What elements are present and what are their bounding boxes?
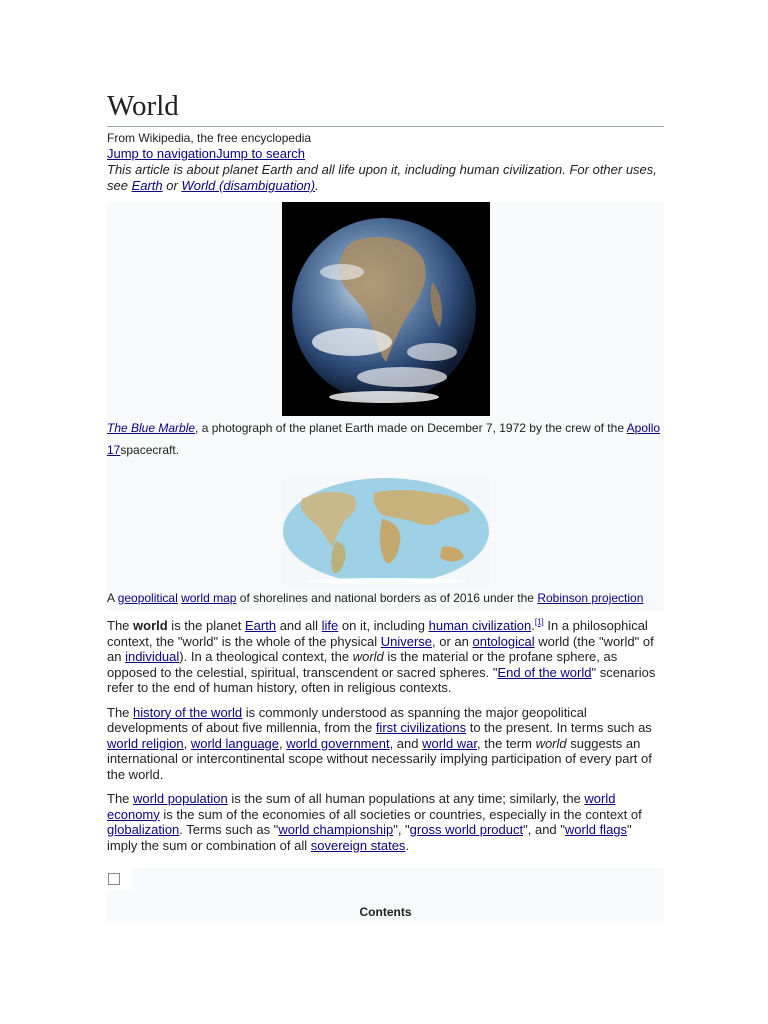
link-first-civilizations[interactable]: first civilizations	[375, 720, 467, 735]
blue-marble-image[interactable]	[282, 202, 490, 416]
intro-paragraph-2: The history of the world is commonly understood as spanning the major geopolitical developments of about five millennia, from the first civilizations to the present. In terms such as world religion, world language, world government, and world war, the term world suggests an international or intercontinental scope without necessarily implying participation of every part of the world.	[107, 704, 652, 782]
jump-to-navigation-link[interactable]: Jump to navigation	[107, 146, 217, 161]
world-map-caption: A geopolitical world map of shorelines and national borders as of 2016 under the Robinson projection	[107, 591, 644, 605]
intro-paragraph-1: The world is the planet Earth and all life on it, including human civilization.[1] In a philosophical context, the "world" is the whole of the physical Universe, or an ontological world (the "world" of an individual). In a theological context, the world is the material or the profane sphere, as opposed to the celestial, spiritual, transcendent or sacred spheres. "End of the world" scenarios refer to the end of human history, often in religious contexts.	[107, 617, 656, 695]
intro-paragraph-3: The world population is the sum of all human populations at any time; similarly, the world economy is the sum of the economies of all societies or countries, especially in the context of globalization. Terms such as "world championship", "gross world product", and "world flags" imply the sum or combination of all sovereign states.	[107, 791, 642, 853]
link-universe[interactable]: Universe	[380, 633, 433, 649]
link-world-population[interactable]: world population	[133, 791, 228, 806]
caption-link-world-map[interactable]: world map	[181, 591, 237, 605]
toc-title: Contents	[359, 905, 412, 919]
robinson-projection-world-map-icon	[282, 477, 490, 585]
link-world-flags[interactable]: world flags	[564, 822, 628, 837]
link-history-of-the-world[interactable]: history of the world	[133, 704, 243, 720]
link-sovereign-states[interactable]: sovereign states	[310, 837, 406, 853]
link-gross-world-product[interactable]: gross world product	[409, 822, 524, 837]
blue-marble-caption: The Blue Marble, a photograph of the planet Earth made on December 7, 1972 by the crew of the Apollo 17spacecraft.	[107, 421, 661, 457]
caption-link-robinson-projection[interactable]: Robinson projection	[537, 591, 644, 605]
caption-link-apollo-17[interactable]: Apollo 17	[107, 421, 661, 457]
link-world-language[interactable]: world language	[190, 735, 280, 751]
caption-link-blue-marble[interactable]: The Blue Marble	[107, 421, 196, 435]
blue-marble-earth-icon	[282, 202, 490, 416]
table-of-contents	[107, 868, 664, 921]
link-world-championship[interactable]: world championship	[278, 822, 394, 837]
site-tagline: From Wikipedia, the free encyclopedia	[107, 131, 312, 145]
link-end-of-the-world[interactable]: End of the world	[497, 664, 592, 680]
jump-links	[107, 146, 664, 161]
hatnote-link-disambiguation[interactable]: World (disambiguation)	[181, 178, 316, 193]
link-human-civilization[interactable]: human civilization	[428, 618, 532, 633]
link-world-war[interactable]: world war	[422, 735, 478, 751]
link-world-religion[interactable]: world religion	[107, 735, 184, 751]
jump-to-search-link[interactable]: Jump to search	[216, 146, 305, 161]
link-world-economy[interactable]: world economy	[107, 791, 616, 822]
link-globalization[interactable]: globalization	[107, 822, 180, 837]
page-title: World	[107, 88, 664, 127]
caption-link-geopolitical[interactable]: geopolitical	[117, 591, 178, 605]
link-world-government[interactable]: world government	[286, 735, 390, 751]
link-individual[interactable]: individual	[125, 649, 180, 664]
hatnote: This article is about planet Earth and all life upon it, including human civilization. For other uses, see Earth or World (disambiguation).	[107, 162, 657, 193]
link-life[interactable]: life	[321, 618, 339, 633]
toc-toggle[interactable]	[107, 868, 132, 890]
checkbox-icon[interactable]	[108, 873, 120, 885]
article-content	[107, 88, 664, 921]
image-gallery	[107, 202, 664, 611]
reference-1[interactable]: [1]	[534, 617, 544, 627]
link-earth[interactable]: Earth	[245, 618, 277, 633]
world-map-image[interactable]	[282, 477, 490, 585]
bold-term-world: world	[133, 618, 168, 633]
hatnote-link-earth[interactable]: Earth	[131, 178, 163, 193]
link-ontological[interactable]: ontological	[472, 633, 535, 649]
